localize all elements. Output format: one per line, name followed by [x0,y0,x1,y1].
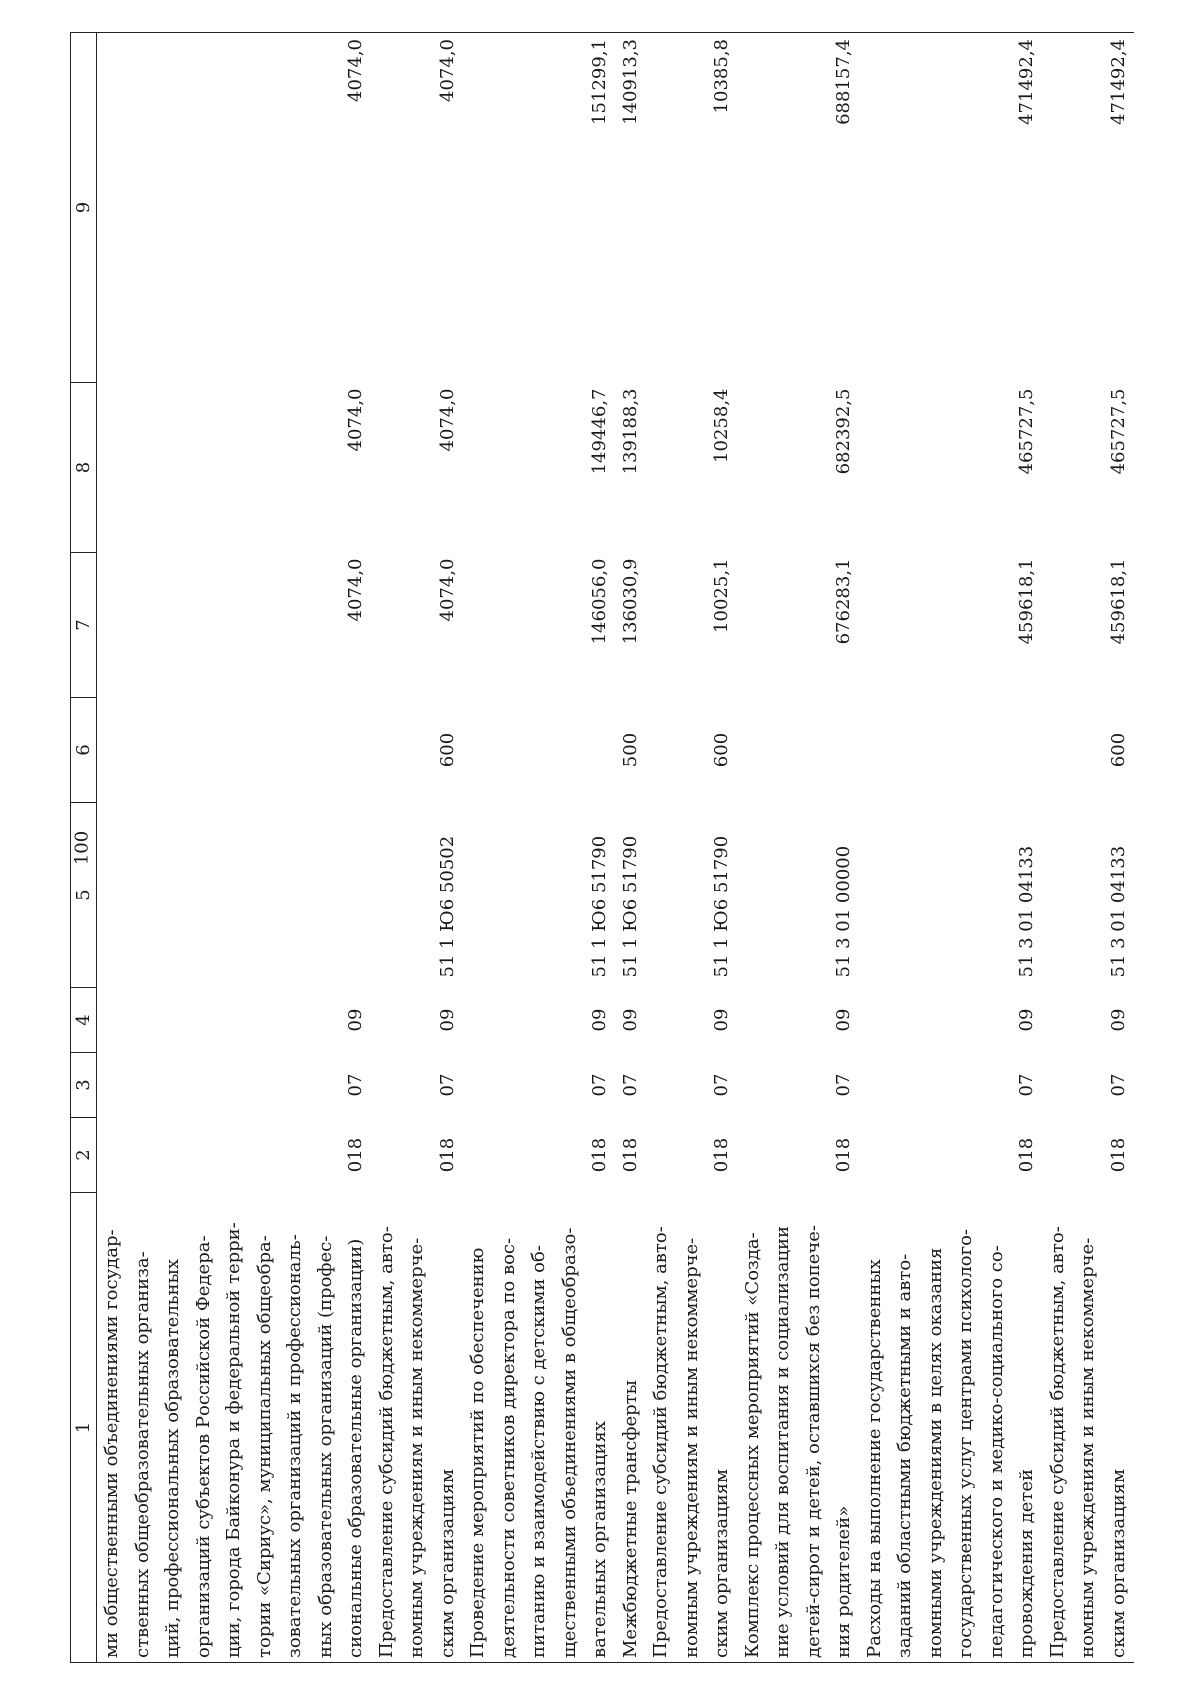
cell-col-9: 688157,4 [738,33,860,383]
table-row [97,33,372,1663]
cell-col-6 [97,698,372,803]
table-row [1043,33,1135,1663]
cell-col-4: 09 [619,1008,641,1032]
cell-col-8: 465727,5 [1107,388,1129,475]
cell-col-7: 459618,1 [1016,558,1037,645]
header-row [71,33,97,1663]
cell-col-7: 10025,1 [711,558,732,633]
cell-col-5: 51 1 Ю6 51790 [619,835,641,978]
table-row [738,33,860,1663]
cell-col-4: 09 [589,1008,610,1032]
table-row [372,33,464,1663]
column-header: 3 [71,1053,97,1118]
cell-col-7: 676283,1 [833,558,854,645]
column-header: 8 [71,383,97,553]
cell-col-3: 07 [833,1073,854,1097]
cell-col-7: 136030,9 [619,558,641,645]
cell-col-4: 09 [345,1008,366,1032]
cell-col-7: 4074,0 [436,558,458,622]
row-description: Предоставление субсидий бюджетным, авто- номным учреждениям и иным некоммерче- ским организациям [1043,1193,1135,1663]
page-number: 100 [71,830,93,866]
cell-col-5: 51 1 Ю6 50502 [436,835,458,978]
budget-table [70,32,1134,1663]
cell-col-8: 149446,7 [589,388,610,475]
cell-col-5: 51 1 Ю6 51790 [589,835,610,978]
cell-col-7: 4074,0 [345,558,366,622]
column-header: 4 [71,988,97,1053]
cell-col-6 [463,698,616,803]
column-header: 7 [71,553,97,698]
row-description: Межбюджетные трансферты [616,1193,647,1663]
cell-col-2: 018 [1107,1137,1129,1173]
row-description: Комплекс процессных мероприятий «Созда- ние условий для воспитания и социализации детей-сирот и детей, оставшихся без попече- ния родителей» [738,1193,860,1663]
cell-col-9: 140913,3 [616,33,647,383]
cell-col-6: 600 [1107,732,1129,768]
cell-col-4: 09 [436,1008,458,1032]
cell-col-5: 51 3 01 04133 [1016,845,1037,978]
cell-col-3: 07 [345,1073,366,1097]
cell-col-9: 4074,0 [97,33,372,383]
row-description: Предоставление субсидий бюджетным, авто- номным учреждениям и иным некоммерче- ским организациям [372,1193,464,1663]
cell-col-2: 018 [345,1137,366,1173]
table-row [616,33,647,1663]
column-header: 9 [71,33,97,383]
column-header: 6 [71,698,97,803]
cell-col-9: 471492,4 [860,33,1043,383]
cell-col-2: 018 [833,1137,854,1173]
cell-col-5 [97,803,372,988]
cell-col-6: 500 [619,732,641,768]
rotated-page-content [70,33,1130,1663]
cell-col-5: 51 1 Ю6 51790 [711,835,732,978]
column-header: 5 [71,803,97,988]
cell-col-2: 018 [1016,1137,1037,1173]
row-description: ми общественными объединениями государ- ственных общеобразовательных организа- ций, профессиональных образовательных организаций субъектов Российской Федера- ции, города Байконура и федеральной терри- тории «Сириус», муниципальных общеобра- зовательных организаций и профессиональ- ных образовательных организаций (профес- сиональные образовательные организации) [97,1193,372,1663]
cell-col-8: 465727,5 [1016,388,1037,475]
cell-col-4: 09 [833,1008,854,1032]
cell-col-7: 459618,1 [1107,558,1129,645]
table-body [97,33,1135,1663]
row-description: Расходы на выполнение государственных заданий областными бюджетными и авто- номными учреждениями в целях оказания государственных услуг центрами психолого- педагогического и медико-социального со- провождения детей [860,1193,1043,1663]
cell-col-6 [738,698,860,803]
cell-col-2: 018 [711,1137,732,1173]
cell-col-7: 146056,0 [589,558,610,645]
cell-col-6 [860,698,1043,803]
cell-col-3: 07 [436,1073,458,1097]
cell-col-8: 4074,0 [436,388,458,452]
column-header: 2 [71,1118,97,1193]
cell-col-5: 51 3 01 04133 [1107,845,1129,978]
cell-col-6: 600 [711,732,732,768]
column-header: 1 [71,1193,97,1663]
cell-col-3: 07 [619,1073,641,1097]
cell-col-8: 682392,5 [833,388,854,475]
cell-col-9: 471492,4 [1043,33,1135,383]
cell-col-8: 10258,4 [711,388,732,463]
row-description: Предоставление субсидий бюджетным, авто- номным учреждениям и иным некоммерче- ским организациям [646,1193,738,1663]
cell-col-3: 07 [1016,1073,1037,1097]
cell-col-9: 10385,8 [646,33,738,383]
cell-col-9: 151299,1 [463,33,616,383]
table-row [463,33,616,1663]
table-row [860,33,1043,1663]
cell-col-3: 07 [589,1073,610,1097]
table-row [646,33,738,1663]
cell-col-3: 07 [711,1073,732,1097]
cell-col-4: 09 [711,1008,732,1032]
cell-col-2: 018 [436,1137,458,1173]
cell-col-5: 51 3 01 00000 [833,845,854,978]
cell-col-3: 07 [1107,1073,1129,1097]
cell-col-2: 018 [589,1137,610,1173]
cell-col-6: 600 [436,732,458,768]
cell-col-4: 09 [1016,1008,1037,1032]
cell-col-9: 4074,0 [372,33,464,383]
cell-col-8: 139188,3 [619,388,641,475]
cell-col-4: 09 [1107,1008,1129,1032]
cell-col-2: 018 [619,1137,641,1173]
cell-col-8: 4074,0 [345,388,366,452]
row-description: Проведение мероприятий по обеспечению деятельности советников директора по вос- питанию и взаимодействию с детскими об- щественными объединениями в общеобразо- вательных организациях [463,1193,616,1663]
